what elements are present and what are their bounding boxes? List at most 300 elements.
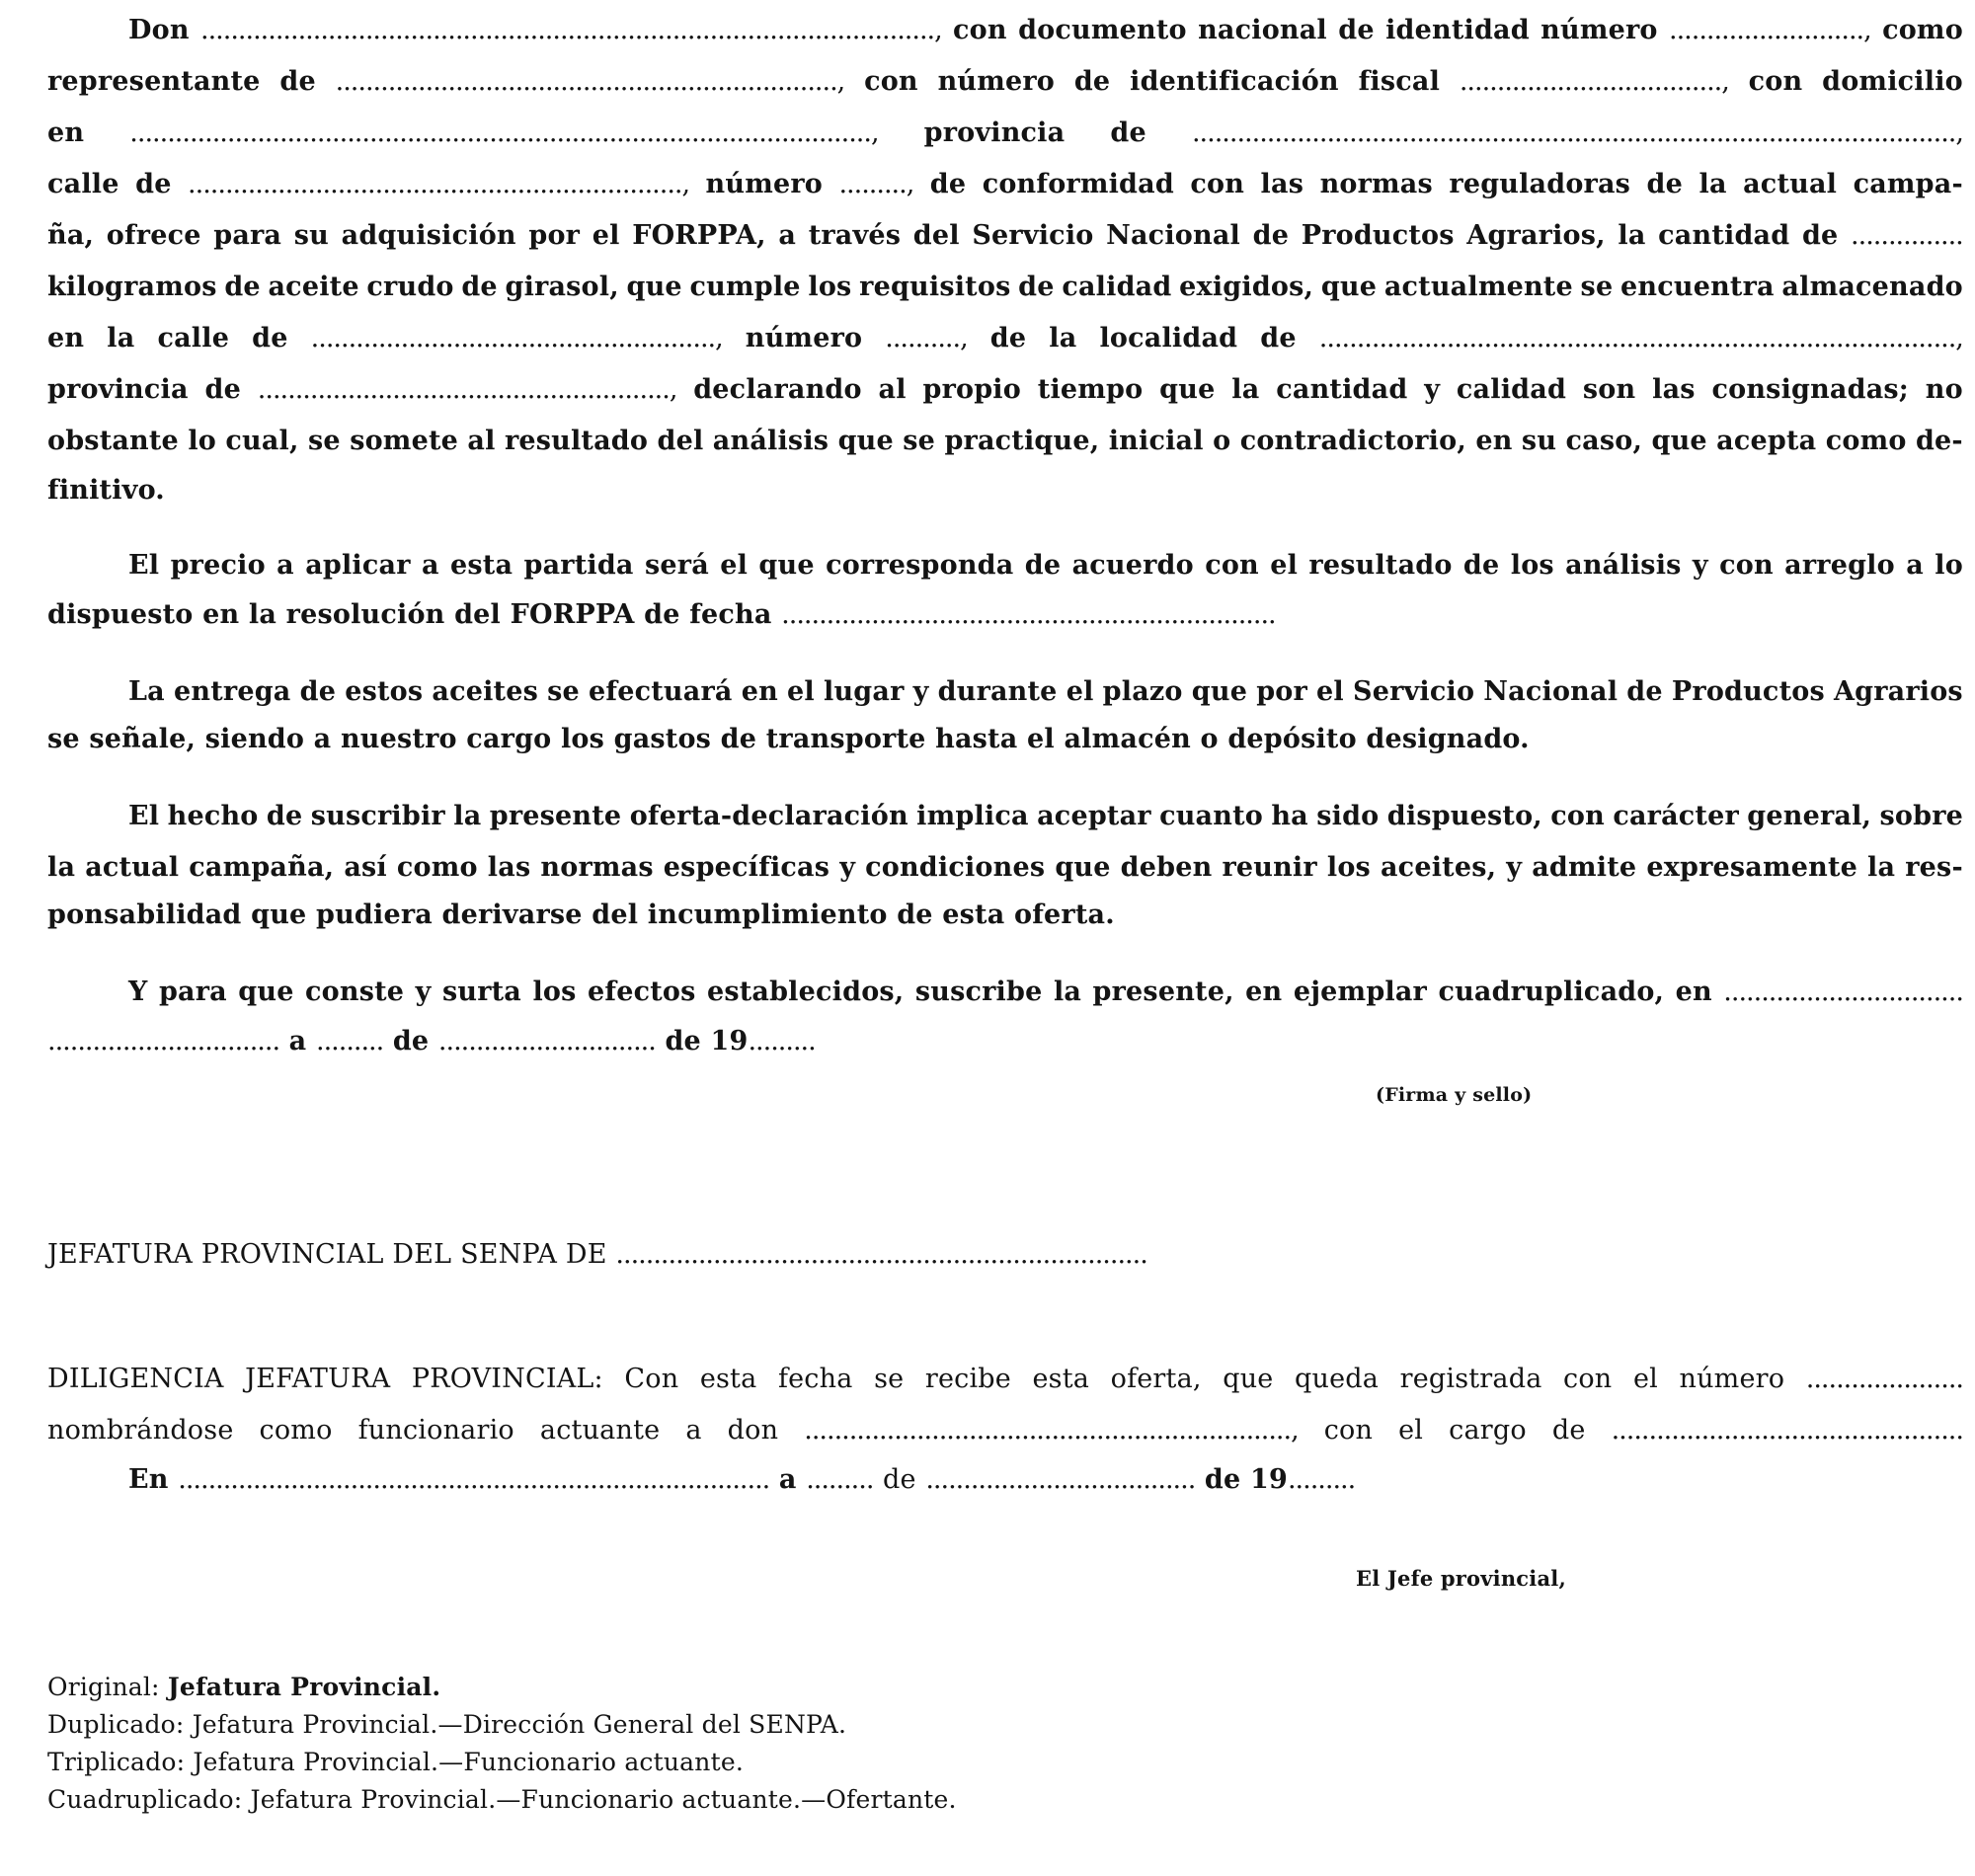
place-blank[interactable]: ............................... [47, 1026, 280, 1056]
word: fiscal [1358, 66, 1441, 97]
word: consignadas; [1711, 374, 1909, 405]
word: sobre [1879, 801, 1963, 831]
word: condiciones [865, 852, 1046, 883]
word: la [1698, 169, 1727, 199]
a-label: a [288, 1026, 307, 1056]
fill-in-blank[interactable]: ..................................................................................................., [129, 117, 879, 148]
p1-line-3 [47, 117, 1963, 150]
word: general, [1747, 801, 1872, 831]
fill-in-blank[interactable]: ......................................................, [310, 323, 723, 353]
year-blank[interactable]: ......... [748, 1026, 816, 1056]
word: los [808, 272, 852, 302]
word: surta [441, 977, 522, 1007]
word: oferta-declaración [629, 801, 908, 831]
p1-line-6 [47, 271, 1963, 304]
word: efectos [588, 977, 696, 1007]
word: específicas [663, 852, 830, 883]
word: con [953, 15, 1007, 45]
word: resultado [504, 426, 649, 456]
word: y [912, 676, 929, 707]
word: admite [1532, 852, 1637, 883]
word: de [224, 272, 261, 302]
word: funcionario [357, 1415, 514, 1446]
word: para [213, 220, 282, 251]
word: conformidad [982, 169, 1174, 199]
word: JEFATURA [245, 1364, 391, 1394]
word: aplicar [305, 550, 411, 581]
p1-line-5 [47, 219, 1963, 253]
word: por [1256, 676, 1307, 707]
word: número [745, 323, 863, 353]
word: de [252, 323, 288, 353]
word: se [308, 426, 341, 456]
word: aceite [268, 272, 359, 302]
word: somete [350, 426, 458, 456]
word: cantidad [1658, 220, 1790, 251]
word: la [453, 801, 482, 831]
distribution-label: Cuadruplicado: [47, 1785, 243, 1814]
distribution-label: Duplicado: [47, 1710, 185, 1739]
word: dispuesto, [1386, 801, 1542, 831]
word: Nacional [1106, 220, 1240, 251]
p2-line-1 [47, 549, 1963, 583]
diligencia-month-blank[interactable]: .................................... [925, 1464, 1196, 1495]
word: deben [1120, 852, 1213, 883]
word: el [1270, 550, 1299, 581]
word: estos [345, 676, 424, 707]
diligencia-line-3 [128, 1463, 1610, 1497]
word: número [937, 66, 1056, 97]
word: el [1632, 1364, 1658, 1394]
word: y [1692, 550, 1708, 581]
diligencia-day-blank[interactable]: ......... [806, 1464, 874, 1495]
word: la [1049, 323, 1077, 353]
word: de [1338, 15, 1375, 45]
word: las [1260, 169, 1304, 199]
word: durante [937, 676, 1058, 707]
word: aceptar [1037, 801, 1151, 831]
p1-line-8 [47, 373, 1963, 407]
word: esta [699, 1364, 757, 1394]
jefatura-heading [47, 1238, 1963, 1272]
word: que [1320, 272, 1378, 302]
p3-line-1 [47, 675, 1963, 709]
de-label: de [392, 1026, 430, 1056]
word: análisis [1565, 550, 1682, 581]
distribution-value: Jefatura Provincial.—Dirección General del SENPA. [192, 1710, 847, 1739]
word: girasol, [505, 272, 619, 302]
word: efectuará [589, 676, 733, 707]
word: inicial [1108, 426, 1204, 456]
word: en [1245, 977, 1283, 1007]
word: de [1260, 323, 1297, 353]
word: y [1424, 374, 1441, 405]
word: que [1055, 852, 1111, 883]
diligencia-line-1 [47, 1363, 1963, 1396]
word: de [1801, 220, 1839, 251]
word: kilogramos [47, 272, 217, 302]
p3-line-2: se señale, siendo a nuestro cargo los gastos de transporte hasta el almacén o depósito designado. [47, 724, 1530, 754]
day-blank[interactable]: ......... [315, 1026, 384, 1056]
distribution-item-duplicado [47, 1710, 1963, 1740]
word: reguladoras [1449, 169, 1631, 199]
fill-in-blank[interactable]: ................................ [1723, 977, 1963, 1007]
p5-line-1 [47, 976, 1963, 1009]
word: los [532, 977, 577, 1007]
word: su [1521, 426, 1557, 456]
fill-in-blank[interactable]: .................................................................................................., [200, 15, 942, 45]
word: crudo [366, 272, 454, 302]
word: carácter [1613, 801, 1739, 831]
word: entrega [174, 676, 291, 707]
word: como [259, 1415, 333, 1446]
jefatura-heading-text: JEFATURA PROVINCIAL DEL SENPA DE [47, 1239, 607, 1270]
fill-in-blank[interactable]: .................................................................., [188, 169, 690, 199]
word: de [929, 169, 967, 199]
word: su [293, 220, 329, 251]
word: expresamente [1646, 852, 1857, 883]
word: el [1398, 1415, 1424, 1446]
word: así [344, 852, 387, 883]
word: fecha [777, 1364, 853, 1394]
word: practique, [944, 426, 1100, 456]
word: número [1679, 1364, 1785, 1394]
word: como [1882, 15, 1963, 45]
jefe-signature-label: El Jefe provincial, [1356, 1566, 1566, 1591]
word: cual, [225, 426, 299, 456]
a-label: a [778, 1464, 797, 1495]
word: con [1323, 1415, 1374, 1446]
word: ña, [47, 220, 95, 251]
word: cuanto [1159, 801, 1263, 831]
word: registrada [1399, 1364, 1542, 1394]
word: el [720, 550, 749, 581]
distribution-value: Jefatura Provincial.—Funcionario actuante.—Ofertante. [250, 1785, 957, 1814]
p1-line-4 [47, 168, 1963, 201]
p4-line-1 [47, 800, 1963, 833]
distribution-label: Original: [47, 1673, 160, 1701]
word: a [778, 220, 797, 251]
word: ejemplar [1293, 977, 1427, 1007]
word: Productos [1671, 676, 1825, 707]
word: son [1582, 374, 1636, 405]
word: la [1867, 852, 1896, 883]
word: Con [624, 1364, 679, 1394]
word: cantidad [1276, 374, 1408, 405]
word: o [1213, 426, 1231, 456]
word: identificación [1130, 66, 1339, 97]
diligencia-line-2 [47, 1414, 1963, 1447]
word: de [1462, 550, 1500, 581]
word: de [204, 374, 241, 405]
word: con [1190, 169, 1245, 199]
p4-line-2 [47, 851, 1963, 885]
word: las [1652, 374, 1696, 405]
word: de [989, 323, 1027, 353]
word: provincia [47, 374, 189, 405]
fill-in-blank[interactable]: ..................................................................., [335, 66, 845, 97]
word: plazo [1102, 676, 1183, 707]
fill-in-blank[interactable]: ........., [838, 169, 914, 199]
word: cargo [1449, 1415, 1527, 1446]
word: hecho [167, 801, 259, 831]
word: y [415, 977, 432, 1007]
p1-line-1 [47, 14, 1963, 47]
word: contradictorio, [1239, 426, 1466, 456]
word: implica [916, 801, 1029, 831]
word: documento [1018, 15, 1187, 45]
fill-in-blank[interactable]: ......................................................................................................, [1191, 117, 1963, 148]
word: Servicio [972, 220, 1094, 251]
word: análisis [712, 426, 830, 456]
word: domicilio [1822, 66, 1963, 97]
word: que [837, 426, 894, 456]
word: Agrarios [1833, 676, 1963, 707]
distribution-value: Jefatura Provincial. [167, 1673, 441, 1701]
word: calle [157, 323, 230, 353]
word: PROVINCIAL: [411, 1364, 603, 1394]
word: ha [1271, 801, 1308, 831]
word: se [1580, 272, 1614, 302]
word: FORPPA, [632, 220, 766, 251]
distribution-label: Triplicado: [47, 1748, 186, 1776]
word: arreglo [1784, 550, 1895, 581]
word: con [864, 66, 918, 97]
distribution-item-cuadruplicado [47, 1785, 1963, 1815]
word: del [657, 426, 704, 456]
word: de [461, 272, 498, 302]
word: acuerdo [1071, 550, 1194, 581]
word: de [266, 801, 303, 831]
word: Don [128, 15, 190, 45]
p2-line-2-text: dispuesto en la resolución del FORPPA de fecha [47, 599, 772, 630]
word: encuentra [1620, 272, 1775, 302]
word: presente, [1092, 977, 1234, 1007]
word: lo [188, 426, 216, 456]
word: con [1748, 66, 1803, 97]
word: caso, [1565, 426, 1643, 456]
word: que [1651, 426, 1707, 456]
word: que [1223, 1364, 1274, 1394]
p4-line-3: ponsabilidad que pudiera derivarse del incumplimiento de esta oferta. [47, 899, 1115, 930]
word: Nacional [1483, 676, 1619, 707]
word: en [47, 323, 85, 353]
word: nombrándose [47, 1415, 234, 1446]
word: oferta, [1110, 1364, 1202, 1394]
word: en [741, 676, 778, 707]
word: que [238, 977, 294, 1007]
word: el [1066, 676, 1094, 707]
word: el [592, 220, 620, 251]
word: campaña, [189, 852, 335, 883]
word: establecidos, [706, 977, 905, 1007]
word: de [1024, 550, 1062, 581]
word: resultado [1308, 550, 1453, 581]
fill-in-blank[interactable]: ....................................................................................., [1318, 323, 1963, 353]
word: requisitos [859, 272, 1011, 302]
en-label: En [128, 1464, 169, 1495]
word: esta [450, 550, 514, 581]
de-label: de [883, 1464, 916, 1495]
word: será [644, 550, 709, 581]
word: Agrarios, [1466, 220, 1606, 251]
word: cuadruplicado, [1438, 977, 1665, 1007]
word: se [903, 426, 936, 456]
word: campa- [1853, 169, 1963, 199]
word: queda [1295, 1364, 1380, 1394]
word: los [1326, 852, 1371, 883]
word: la [1618, 220, 1646, 251]
word: La [128, 676, 165, 707]
fill-in-blank[interactable]: ................................................................., [804, 1415, 1299, 1446]
word: se [874, 1364, 905, 1394]
word: como [1825, 426, 1907, 456]
word: número [705, 169, 823, 199]
word: que [1191, 676, 1248, 707]
word: de [299, 676, 337, 707]
word: que [758, 550, 815, 581]
word: la [1231, 374, 1260, 405]
word: como [396, 852, 478, 883]
word: de [1252, 220, 1290, 251]
word: de [1073, 66, 1111, 97]
word: identidad [1385, 15, 1530, 45]
word: res- [1905, 852, 1963, 883]
word: para [158, 977, 227, 1007]
word: exigidos, [1179, 272, 1314, 302]
word: calidad [1456, 374, 1567, 405]
word: y [1506, 852, 1523, 883]
word: aceites [432, 676, 539, 707]
word: y [839, 852, 856, 883]
word: a [421, 550, 439, 581]
resolution-date-blank[interactable]: .................................................................. [781, 599, 1276, 630]
word: suscribe [914, 977, 1043, 1007]
word: lo [1935, 550, 1963, 581]
p5-line-2 [47, 1025, 936, 1058]
word: actual [1743, 169, 1838, 199]
word: se [547, 676, 580, 707]
distribution-value: Jefatura Provincial.—Funcionario actuante. [193, 1748, 744, 1776]
word: que [626, 272, 682, 302]
word: declarando [693, 374, 862, 405]
fill-in-blank[interactable]: ............................................... [1611, 1415, 1963, 1446]
word: a [1906, 550, 1924, 581]
word: acepta [1716, 426, 1817, 456]
distribution-item-original [47, 1673, 1963, 1702]
word: de [135, 169, 172, 199]
diligencia-place-blank[interactable]: ............................................................................... [178, 1464, 770, 1495]
word: al [467, 426, 496, 456]
word: calle [47, 169, 119, 199]
word: de [1646, 169, 1684, 199]
word: cumple [689, 272, 801, 302]
word: el [787, 676, 815, 707]
word: aceites, [1380, 852, 1497, 883]
word: en [1475, 426, 1513, 456]
p1-last-line: finitivo. [47, 475, 165, 506]
word: Servicio [1353, 676, 1475, 707]
word: provincia [923, 117, 1066, 148]
p2-line-2 [47, 598, 1963, 632]
word: por [528, 220, 581, 251]
diligencia-year-blank[interactable]: ......... [1287, 1464, 1356, 1495]
distribution-item-triplicado [47, 1748, 1963, 1777]
word: con [1205, 550, 1259, 581]
fill-in-blank[interactable]: .........., [885, 323, 968, 353]
word: presente [489, 801, 622, 831]
word: de [279, 66, 316, 97]
word: representante [47, 66, 261, 97]
fill-in-blank[interactable]: ..................................., [1459, 66, 1729, 97]
word: lugar [824, 676, 905, 707]
word: localidad [1099, 323, 1238, 353]
year-prefix: de 19 [665, 1026, 749, 1056]
word: a [685, 1415, 702, 1446]
word: suscribir [310, 801, 445, 831]
word: través [808, 220, 902, 251]
fill-in-blank[interactable]: .........................., [1668, 15, 1871, 45]
fill-in-blank[interactable]: ..................... [1805, 1364, 1963, 1394]
word: el [1316, 676, 1344, 707]
word: con [1550, 801, 1605, 831]
p1-line-7 [47, 322, 1963, 355]
word: tiempo [1037, 374, 1144, 405]
word: en [1675, 977, 1712, 1007]
word: que [1159, 374, 1216, 405]
word: nacional [1198, 15, 1327, 45]
word: del [912, 220, 960, 251]
word: de- [1915, 426, 1963, 456]
word: las [487, 852, 531, 883]
word: los [1510, 550, 1554, 581]
word: al [878, 374, 907, 405]
word: propio [922, 374, 1021, 405]
word: conste [305, 977, 405, 1007]
word: de [1018, 272, 1055, 302]
word: en [47, 117, 85, 148]
word: a [276, 550, 294, 581]
word: adquisición [341, 220, 516, 251]
word: actualmente [1383, 272, 1573, 302]
fill-in-blank[interactable]: ............... [1851, 220, 1963, 251]
year-prefix: de 19 [1204, 1464, 1288, 1495]
word: de [1551, 1415, 1586, 1446]
word: obstante [47, 426, 179, 456]
word: precio [170, 550, 266, 581]
word: de [1110, 117, 1146, 148]
word: Y [128, 977, 148, 1007]
word: actual [85, 852, 180, 883]
month-blank[interactable]: ............................. [437, 1026, 656, 1056]
word: esta [1032, 1364, 1090, 1394]
word: Productos [1301, 220, 1455, 251]
fill-in-blank[interactable]: ......................................................., [257, 374, 677, 405]
word: recibe [924, 1364, 1011, 1394]
word: ofrece [106, 220, 201, 251]
word: la [47, 852, 76, 883]
word: partida [523, 550, 634, 581]
word: de [1626, 676, 1663, 707]
word: calidad [1062, 272, 1172, 302]
word: almacenado [1781, 272, 1963, 302]
word: corresponda [826, 550, 1014, 581]
word: la [107, 323, 135, 353]
p1-line-2 [47, 65, 1963, 99]
province-blank[interactable]: ....................................................................... [615, 1239, 1147, 1270]
word: número [1540, 15, 1658, 45]
word: con [1719, 550, 1774, 581]
